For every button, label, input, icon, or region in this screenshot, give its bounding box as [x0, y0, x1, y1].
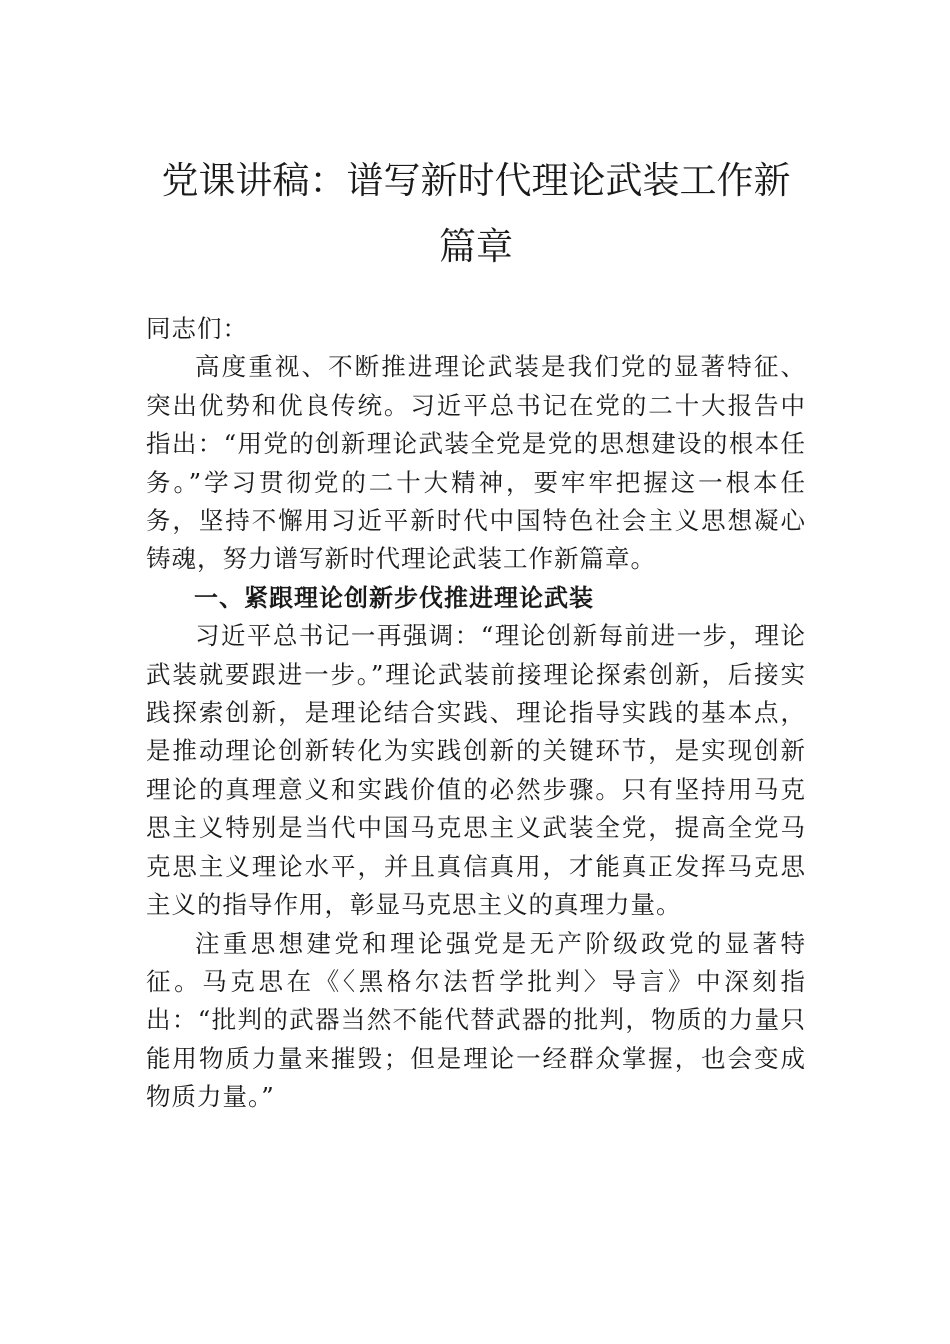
intro-paragraph: 高度重视、不断推进理论武装是我们党的显著特征、突出优势和优良传统。习近平总书记在党的二十大报告中指出：“用党的创新理论武装全党是党的思想建设的根本任务。”学习贯彻党的二十大精神，要牢牢把握这一根本任务，坚持不懈用习近平新时代中国特色社会主义思想凝心铸魂，努力谱写新时代理论武装工作新篇章。: [146, 352, 806, 574]
section-paragraph: 习近平总书记一再强调：“理论创新每前进一步，理论武装就要跟进一步。”理论武装前接理论探索创新，后接实践探索创新，是理论结合实践、理论指导实践的基本点，是推动理论创新转化为实践创新的关键环节，是实现创新理论的真理意义和实践价值的必然步骤。只有坚持用马克思主义特别是当代中国马克思主义武装全党，提高全党马克思主义理论水平，并且真信真用，才能真正发挥马克思主义的指导作用，彰显马克思主义的真理力量。: [146, 621, 806, 920]
document-body: [146, 310, 806, 1117]
section-paragraph: 注重思想建党和理论强党是无产阶级政党的显著特征。马克思在《〈黑格尔法哲学批判〉导言》中深刻指出：“批判的武器当然不能代替武器的批判，物质的力量只能用物质力量来摧毁；但是理论一经群众掌握，也会变成物质力量。”: [146, 928, 806, 1112]
document-title: 党课讲稿：谱写新时代理论武装工作新篇章: [161, 159, 791, 268]
section-heading: 一、紧跟理论创新步伐推进理论武装: [194, 583, 594, 612]
salutation: 同志们：: [146, 314, 248, 343]
